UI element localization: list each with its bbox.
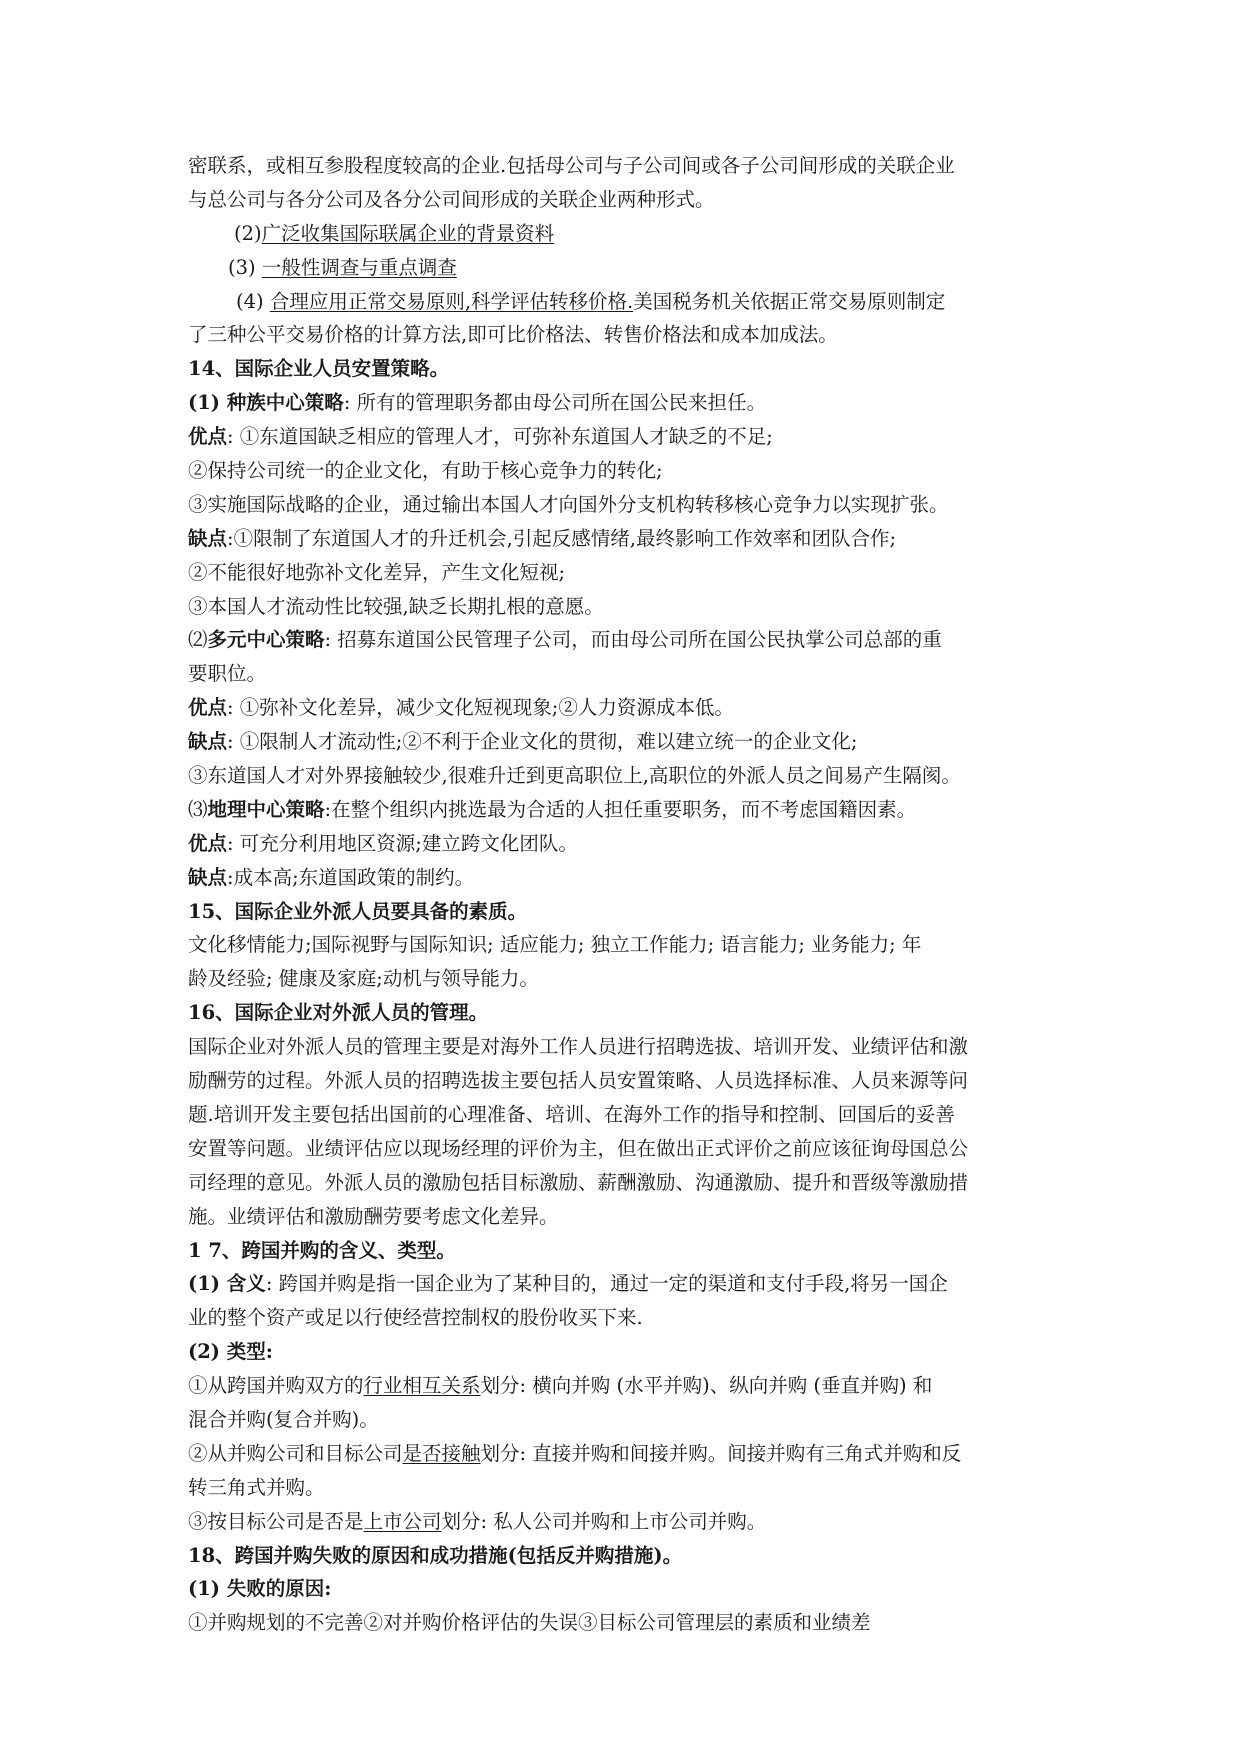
text-line: ②保持公司统一的企业文化，有助于核心竞争力的转化; <box>188 459 663 483</box>
item-number: (3) <box>228 255 262 279</box>
text-line: ②不能很好地弥补文化差异，产生文化短视; <box>188 560 566 584</box>
text-fragment: 划分: 私人公司并购和上市公司并购。 <box>441 1509 767 1533</box>
text-line <box>188 623 1058 657</box>
list-item <box>188 251 1058 285</box>
text-fragment: ②从并购公司和目标公司 <box>188 1441 403 1465</box>
text-line: 转三角式并购。 <box>188 1475 325 1499</box>
section-heading: 1 7、跨国并购的含义、类型。 <box>188 1238 456 1262</box>
text-fragment: 美国税务机关依据正常交易原则制定 <box>633 289 946 313</box>
text-fragment: ③按目标公司是否是 <box>188 1509 364 1533</box>
text-line: 业的整个资产或足以行使经营控制权的股份收买下来. <box>188 1306 643 1330</box>
underlined-text: 上市公司 <box>363 1509 442 1533</box>
bold-term: 缺点 <box>188 730 228 754</box>
text-fragment: ①从跨国并购双方的 <box>188 1374 364 1398</box>
text-line <box>188 420 1058 454</box>
item-number: ⑶ <box>188 797 208 821</box>
bold-term: 缺点 <box>188 865 228 889</box>
text-line: 了三种公平交易价格的计算方法,即可比价格法、转售价格法和成本加成法。 <box>188 323 838 347</box>
text-fragment: :①限制了东道国人才的升迁机会,引起反感情绪,最终影响工作效率和团队合作; <box>227 526 897 550</box>
list-item <box>188 285 1058 319</box>
text-fragment: : ①东道国缺乏相应的管理人才，可弥补东道国人才缺乏的不足; <box>227 425 773 449</box>
text-line <box>188 1267 1058 1301</box>
section-heading: 18、跨国并购失败的原因和成功措施(包括反并购措施)。 <box>188 1543 683 1567</box>
underlined-text: 合理应用正常交易原则,科学评估转移价格. <box>269 289 634 313</box>
text-fragment: : 可充分利用地区资源;建立跨文化团队。 <box>227 831 578 855</box>
text-fragment: :成本高;东道国政策的制约。 <box>227 865 475 889</box>
text-line: 混合并购(复合并购)。 <box>188 1407 379 1431</box>
text-fragment: : 跨国并购是指一国企业为了某种目的，通过一定的渠道和支付手段,将另一国企 <box>265 1272 948 1296</box>
section-heading: 16、国际企业对外派人员的管理。 <box>188 1001 489 1025</box>
text-line: ③本国人才流动性比较强,缺乏长期扎根的意愿。 <box>188 594 604 618</box>
text-fragment: : 招募东道国公民管理子公司，而由母公司所在国公民执掌公司总部的重 <box>324 628 942 652</box>
bold-term: 缺点 <box>188 526 228 550</box>
text-line: 国际企业对外派人员的管理主要是对海外工作人员进行招聘选拔、培训开发、业绩评估和激 <box>188 1035 969 1059</box>
item-number: (4) <box>236 289 270 313</box>
bold-term: 优点 <box>188 831 228 855</box>
document-page <box>188 149 1058 1640</box>
text-line: 施。业绩评估和激励酬劳要考虑文化差异。 <box>188 1204 559 1228</box>
text-line <box>188 793 1058 827</box>
text-line <box>188 691 1058 725</box>
subsection-heading: (1) 失败的原因: <box>188 1577 332 1601</box>
text-line: 题.培训开发主要包括出国前的心理准备、培训、在海外工作的指导和控制、回国后的妥善 <box>188 1102 955 1126</box>
text-line: 安置等问题。业绩评估应以现场经理的评价为主，但在做出正式评价之前应该征询母国总公 <box>188 1136 969 1160</box>
underlined-text: 一般性调查与重点调查 <box>261 255 457 279</box>
bold-term: 优点 <box>188 696 228 720</box>
section-heading: 15、国际企业外派人员要具备的素质。 <box>188 899 528 923</box>
bold-term: 地理中心策略 <box>207 797 325 821</box>
text-line <box>188 827 1058 861</box>
text-line <box>188 1437 1058 1471</box>
item-number: (2) <box>234 221 262 245</box>
item-number: ⑵ <box>188 628 208 652</box>
text-fragment: : ①弥补文化差异，减少文化短视现象;②人力资源成本低。 <box>227 696 734 720</box>
underlined-text: 是否接触 <box>402 1441 481 1465</box>
underlined-text: 广泛收集国际联属企业的背景资料 <box>261 221 555 245</box>
text-line: 文化移情能力;国际视野与国际知识; 适应能力; 独立工作能力; 语言能力; 业务能力; 年 <box>188 933 922 957</box>
list-item <box>188 217 1058 251</box>
text-line <box>188 861 1058 895</box>
subsection-heading: (2) 类型: <box>188 1340 274 1364</box>
text-line: 龄及经验; 健康及家庭;动机与领导能力。 <box>188 967 539 991</box>
section-heading: 14、国际企业人员安置策略。 <box>188 357 450 381</box>
text-line <box>188 1505 1058 1539</box>
underlined-text: 行业相互关系 <box>363 1374 481 1398</box>
text-line: ③东道国人才对外界接触较少,很难升迁到更高职位上,高职位的外派人员之间易产生隔阂。 <box>188 764 961 788</box>
text-line: ③实施国际战略的企业，通过输出本国人才向国外分支机构转移核心竞争力以实现扩张。 <box>188 492 949 516</box>
text-line: 密联系，或相互参股程度较高的企业.包括母公司与子公司间或各子公司间形成的关联企业 <box>188 154 955 177</box>
text-fragment: :在整个组织内挑选最为合适的人担任重要职务，而不考虑国籍因素。 <box>324 797 917 821</box>
text-fragment: : ①限制人才流动性;②不利于企业文化的贯彻，难以建立统一的企业文化; <box>227 730 858 754</box>
text-line: ①并购规划的不完善②对并购价格评估的失误③目标公司管理层的素质和业绩差 <box>188 1611 871 1635</box>
bold-term: 优点 <box>188 425 228 449</box>
text-fragment: : 所有的管理职务都由母公司所在国公民来担任。 <box>343 391 767 415</box>
text-line <box>188 522 1058 556</box>
text-line: 与总公司与各分公司及各分公司间形成的关联企业两种形式。 <box>188 187 715 211</box>
bold-term: 多元中心策略 <box>207 628 325 652</box>
text-line: 要职位。 <box>188 662 267 686</box>
text-line <box>188 725 1058 759</box>
text-line: 司经理的意见。外派人员的激励包括目标激励、薪酬激励、沟通激励、提升和晋级等激励措 <box>188 1170 969 1194</box>
text-fragment: 划分: 直接并购和间接并购。间接并购有三角式并购和反 <box>480 1441 962 1465</box>
text-line <box>188 386 1058 420</box>
text-line <box>188 1369 1058 1403</box>
bold-term: (1) 含义 <box>188 1272 266 1296</box>
text-fragment: 划分: 横向并购 (水平并购)、纵向并购 (垂直并购) 和 <box>480 1374 933 1398</box>
text-line: 励酬劳的过程。外派人员的招聘选拔主要包括人员安置策略、人员选择标准、人员来源等问 <box>188 1069 969 1093</box>
bold-term: (1) 种族中心策略 <box>188 391 344 415</box>
